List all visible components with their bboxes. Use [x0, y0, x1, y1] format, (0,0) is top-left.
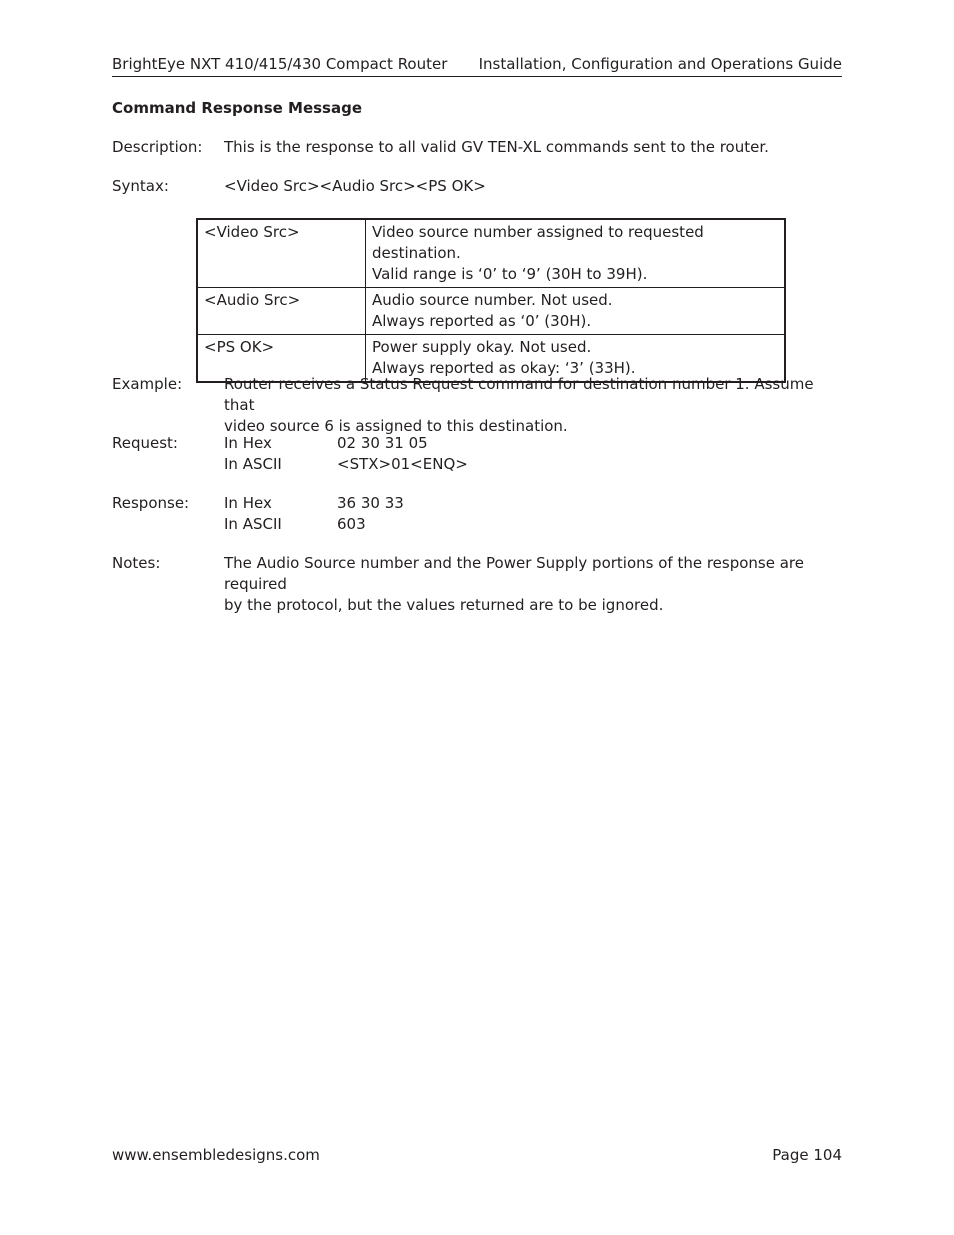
response-ascii-label: In ASCII	[224, 515, 282, 533]
param-name: <Video Src>	[197, 219, 366, 288]
example-line: video source 6 is assigned to this destination.	[224, 417, 568, 435]
header-product-name: BrightEye NXT 410/415/430 Compact Router	[112, 55, 448, 73]
notes-line: The Audio Source number and the Power Supply portions of the response are required	[224, 554, 804, 593]
notes-line: by the protocol, but the values returned are to be ignored.	[224, 596, 664, 614]
description-label: Description:	[112, 138, 203, 156]
param-description-line: Power supply okay. Not used.	[372, 338, 592, 356]
footer-page-number: Page 104	[772, 1146, 842, 1164]
param-description-line: Always reported as ‘0’ (30H).	[372, 312, 592, 330]
param-description	[366, 288, 786, 335]
param-name: <Audio Src>	[197, 288, 366, 335]
example-label: Example:	[112, 375, 183, 393]
table-row	[197, 288, 785, 335]
param-name: <PS OK>	[197, 335, 366, 383]
response-ascii-value: 603	[337, 515, 366, 533]
response-label: Response:	[112, 494, 190, 512]
param-description-line: Video source number assigned to requested destination.	[372, 223, 704, 262]
page-header	[112, 54, 842, 77]
request-label: Request:	[112, 434, 178, 452]
response-hex-label: In Hex	[224, 494, 272, 512]
syntax-text: <Video Src><Audio Src><PS OK>	[224, 177, 486, 195]
example-text	[224, 374, 842, 437]
description-text: This is the response to all valid GV TEN-XL commands sent to the router.	[224, 138, 769, 156]
request-hex-value: 02 30 31 05	[337, 434, 428, 452]
param-description-line: Valid range is ‘0’ to ‘9’ (30H to 39H).	[372, 265, 648, 283]
notes-text	[224, 553, 842, 616]
section-title: Command Response Message	[112, 99, 363, 117]
header-guide-title: Installation, Configuration and Operations Guide	[478, 55, 842, 73]
footer-website-link[interactable]: www.ensembledesigns.com	[112, 1146, 320, 1164]
notes-label: Notes:	[112, 554, 161, 572]
table-row	[197, 219, 785, 288]
request-hex-label: In Hex	[224, 434, 272, 452]
example-line: Router receives a Status Request command for destination number 1. Assume that	[224, 375, 814, 414]
parameters-table	[196, 218, 786, 383]
request-ascii-value: <STX>01<ENQ>	[337, 455, 468, 473]
param-description-line: Always reported as okay: ‘3’ (33H).	[372, 359, 636, 377]
syntax-label: Syntax:	[112, 177, 169, 195]
request-ascii-label: In ASCII	[224, 455, 282, 473]
response-hex-value: 36 30 33	[337, 494, 404, 512]
param-description	[366, 219, 786, 288]
param-description-line: Audio source number. Not used.	[372, 291, 613, 309]
